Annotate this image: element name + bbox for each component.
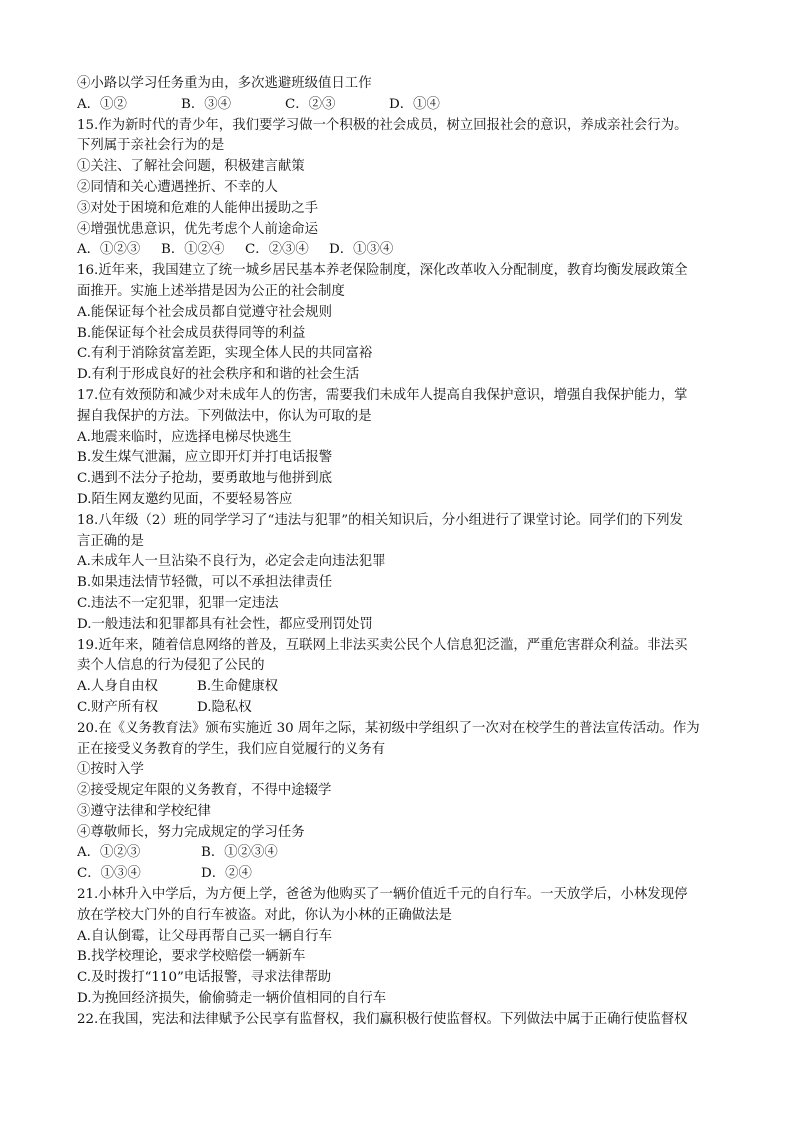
q16-stem-line-1: 16.近年来，我国建立了统一城乡居民基本养老保险制度，深化改革收入分配制度，教育均衡发展政策全 <box>77 263 688 279</box>
q15-statement-4: ④增强忧患意识，优先考虑个人前途命运 <box>77 221 319 237</box>
q16-option-a: A.能保证每个社会成员都自觉遵守社会规则 <box>77 304 332 320</box>
q14-options <box>77 95 722 116</box>
q14-statement-4: ④小路以学习任务重为由，多次逃避班级值日工作 <box>77 76 372 91</box>
q15-stem-line-2: 下列属于亲社会行为的是 <box>77 138 225 154</box>
q22-stem-line-1: 22.在我国，宪法和法律赋予公民享有监督权，我们赢积极行使监督权。下列做法中属于正确行使监督权 <box>77 1011 688 1027</box>
q15-option-c: C．②③④ <box>245 242 309 258</box>
q18-stem-line-1: 18.八年级（2）班的同学学习了“违法与犯罪”的相关知识后，分小组进行了课堂讨论。同学们的下列发 <box>77 512 683 528</box>
q15-statement-2: ②同情和关心遭遇挫折、不幸的人 <box>77 179 278 195</box>
q15-options <box>77 240 722 261</box>
q16-stem-line-2: 面推开。实施上述举措是因为公正的社会制度 <box>77 283 345 299</box>
q20-options-row-1 <box>77 843 722 864</box>
q14-option-a: A．①② <box>77 96 127 112</box>
q20-options-row-2 <box>77 864 722 885</box>
q21-option-c: C.及时拨打“110”电话报警，寻求法律帮助 <box>77 970 332 986</box>
q20-option-b: B．①②③④ <box>201 845 278 861</box>
q17-option-c: C.遇到不法分子抢劫，要勇敢地与他拼到底 <box>77 471 333 487</box>
q18-option-d: D.一般违法和犯罪都具有社会性，都应受刑罚处罚 <box>77 616 373 632</box>
q15-option-d: D．①③④ <box>329 242 394 258</box>
q19-stem-line-1: 19.近年来，随着信息网络的普及，互联网上非法买卖公民个人信息犯泛滥，严重危害群众利益。非法买 <box>77 637 688 653</box>
q20-option-a: A．①②③ <box>77 845 141 861</box>
q14-option-d: D．①④ <box>389 96 440 112</box>
q21-option-d: D.为挽回经济损失，偷偷骑走一辆价值相同的自行车 <box>77 991 387 1007</box>
q16-option-b: B.能保证每个社会成员获得同等的利益 <box>77 325 306 341</box>
q18-stem-line-2: 言正确的是 <box>77 533 144 549</box>
q15-stem-line-1: 15.作为新时代的青少年，我们要学习做一个积极的社会成员，树立回报社会的意识，养成亲社会行为。 <box>77 117 688 133</box>
q15-statement-3: ③对处于困境和危难的人能伸出援助之手 <box>77 200 319 216</box>
q20-option-c: C．①③④ <box>77 866 141 882</box>
q15-option-b: B．①②④ <box>161 242 225 258</box>
q20-option-d: D．②④ <box>201 866 252 882</box>
q19-options-row-1 <box>77 677 722 698</box>
q16-option-c: C.有利于消除贫富差距，实现全体人民的共同富裕 <box>77 346 373 362</box>
q19-option-b: B.生命健康权 <box>197 679 279 695</box>
q14-option-b: B．③④ <box>181 96 232 112</box>
q17-stem-line-2: 握自我保护的方法。下列做法中，你认为可取的是 <box>77 408 372 424</box>
q15-statement-1: ①关注、了解社会问题，积极建言献策 <box>77 159 305 175</box>
q14-option-c: C．②③ <box>285 96 336 112</box>
q20-statement-2: ②接受规定年限的义务教育，不得中途辍学 <box>77 783 332 799</box>
q20-statement-4: ④尊敬师长，努力完成规定的学习任务 <box>77 824 305 840</box>
q18-option-a: A.未成年人一旦沾染不良行为，必定会走向违法犯罪 <box>77 554 386 570</box>
q20-stem-line-2: 正在接受义务教育的学生，我们应自觉履行的义务有 <box>77 741 385 757</box>
q21-option-a: A.自认倒霉，让父母再帮自己买一辆自行车 <box>77 928 332 944</box>
q17-option-a: A.地震来临时，应选择电梯尽快逃生 <box>77 429 292 445</box>
q20-statement-3: ③遵守法律和学校纪律 <box>77 803 211 819</box>
q19-option-c: C.财产所有权 <box>77 699 158 715</box>
q17-option-b: B.发生煤气泄漏，应立即开灯并打电话报警 <box>77 450 333 466</box>
q21-stem-line-2: 放在学校大门外的自行车被盗。对此，你认为小林的正确做法是 <box>77 907 452 923</box>
q21-option-b: B.找学校理论，要求学校赔偿一辆新车 <box>77 949 306 965</box>
q20-statement-1: ①按时入学 <box>77 762 144 778</box>
q19-stem-line-2: 卖个人信息的行为侵犯了公民的 <box>77 658 265 674</box>
q18-option-c: C.违法不一定犯罪，犯罪一定违法 <box>77 595 279 611</box>
q17-option-d: D.陌生网友邀约见面，不要轻易答应 <box>77 491 293 507</box>
q19-option-a: A.人身自由权 <box>77 679 158 695</box>
exam-page <box>77 74 722 1031</box>
q18-option-b: B.如果违法情节轻微，可以不承担法律责任 <box>77 575 333 591</box>
q16-option-d: D.有利于形成良好的社会秩序和和谐的社会生活 <box>77 367 360 383</box>
q19-option-d: D.隐私权 <box>197 699 252 715</box>
q17-stem-line-1: 17.位有效预防和减少对未成年人的伤害，需要我们未成年人提高自我保护意识，增强自我保护能力，掌 <box>77 387 688 403</box>
q15-option-a: A．①②③ <box>77 242 141 258</box>
q19-options-row-2 <box>77 698 722 719</box>
q20-stem-line-1: 20.在《义务教育法》颁布实施近 30 周年之际，某初级中学组织了一次对在校学生的普法宣传活动。作为 <box>77 720 700 736</box>
q21-stem-line-1: 21.小林升入中学后，为方便上学，爸爸为他购买了一辆价值近千元的自行车。一天放学后，小林发现停 <box>77 887 688 903</box>
